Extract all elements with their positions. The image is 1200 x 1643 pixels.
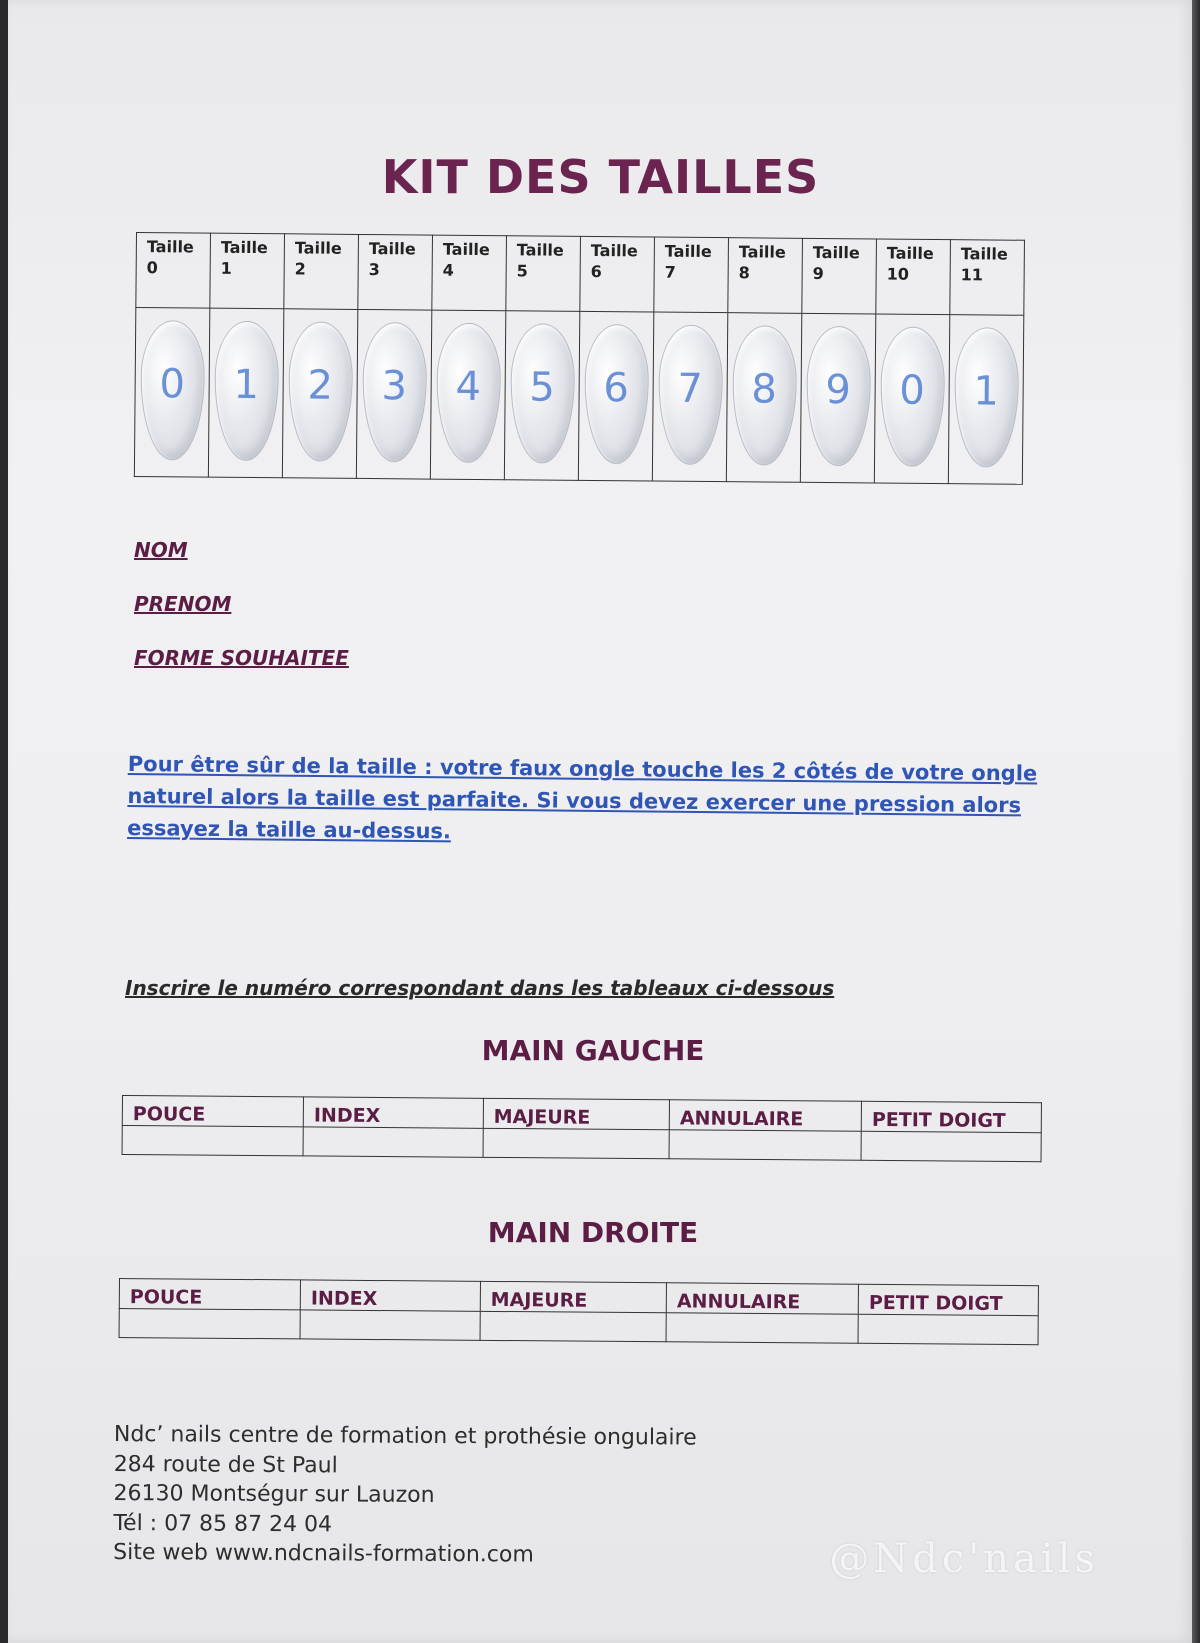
finger-header: ANNULAIRE <box>669 1100 861 1132</box>
size-label: Taille <box>294 238 342 258</box>
nail-tip-image <box>879 327 944 468</box>
size-header-cell <box>506 236 581 312</box>
finger-header: ANNULAIRE <box>666 1283 858 1315</box>
tip-number: 2 <box>307 362 334 409</box>
prenom-label: PRENOM <box>134 592 232 616</box>
tip-cell <box>208 308 283 478</box>
nail-tip-image <box>288 321 353 462</box>
size-number: 9 <box>812 263 824 283</box>
finger-header: MAJEURE <box>480 1281 666 1312</box>
size-label: Taille <box>664 241 712 262</box>
tip-number: 0 <box>899 367 926 414</box>
finger-value-cell[interactable] <box>861 1131 1041 1161</box>
forme-label: FORME SOUHAITEE <box>134 646 349 670</box>
finger-value-cell[interactable] <box>483 1128 669 1158</box>
tip-cell <box>726 313 801 483</box>
finger-header: POUCE <box>122 1096 303 1127</box>
page-title: KIT DES TAILLES <box>381 150 820 204</box>
finger-header: INDEX <box>300 1280 480 1311</box>
size-header-cell <box>136 233 211 309</box>
watermark: @Ndc'nails <box>829 1536 1099 1582</box>
right-hand-table <box>119 1278 1039 1345</box>
finger-header: PETIT DOIGT <box>858 1284 1038 1315</box>
nail-tip-image <box>657 325 722 466</box>
tip-number: 1 <box>973 368 1000 415</box>
nail-tip-image <box>509 323 574 464</box>
tip-number: 9 <box>825 367 852 414</box>
tip-number: 0 <box>159 361 186 408</box>
size-header-cell <box>876 239 951 315</box>
nail-tips-row <box>134 308 1023 485</box>
size-label: Taille <box>738 242 786 262</box>
finger-value-cell[interactable] <box>119 1309 300 1339</box>
finger-value-cell[interactable] <box>303 1127 483 1157</box>
footer-city: 26130 Montségur sur Lauzon <box>113 1480 435 1508</box>
tip-cell <box>800 313 875 483</box>
size-number: 11 <box>960 264 984 285</box>
size-label: Taille <box>368 239 416 259</box>
tip-cell <box>652 312 727 482</box>
finger-header: POUCE <box>119 1279 300 1310</box>
size-header-cell <box>358 234 433 310</box>
tip-cell <box>874 314 949 484</box>
tip-cell <box>504 311 579 481</box>
size-header-cell <box>728 238 803 314</box>
size-label: Taille <box>812 242 860 263</box>
size-number: 3 <box>368 259 380 279</box>
nail-tip-image <box>583 324 648 465</box>
size-label: Taille <box>590 240 638 261</box>
nail-tip-image <box>140 320 205 461</box>
size-number: 6 <box>590 261 602 281</box>
size-number: 7 <box>664 262 676 282</box>
nail-tip-image <box>731 325 796 466</box>
nail-tip-image <box>805 326 870 467</box>
tip-number: 1 <box>233 361 260 409</box>
tip-cell <box>578 311 653 481</box>
size-header-cell <box>802 238 877 314</box>
nail-tip-image <box>362 322 427 463</box>
size-header-cell <box>950 240 1025 316</box>
instruction-text: Inscrire le numéro correspondant dans les tableaux ci-dessous <box>125 976 835 1000</box>
size-number: 5 <box>516 261 528 281</box>
size-label: Taille <box>442 239 490 260</box>
finger-value-cell[interactable] <box>666 1313 858 1344</box>
size-number: 10 <box>886 264 910 284</box>
nom-label: NOM <box>134 538 188 562</box>
finger-header: MAJEURE <box>483 1098 669 1129</box>
finger-header: INDEX <box>303 1097 483 1128</box>
tip-cell <box>134 308 209 478</box>
finger-value-cell[interactable] <box>122 1126 303 1156</box>
nail-tip-image <box>953 327 1018 468</box>
footer-website: Site web www.ndcnails-formation.com <box>113 1539 534 1568</box>
size-label: Taille <box>146 237 194 257</box>
size-advice-note: Pour être sûr de la taille : votre faux ongle touche les 2 côtés de votre ongle naturel alors la taille est parfaite. Si vous devez exercer une pression alors essayez la taille au-dessus. <box>127 751 1038 844</box>
left-hand-table <box>122 1095 1042 1162</box>
tip-cell <box>430 310 505 480</box>
tip-number: 7 <box>677 365 704 412</box>
size-header-row <box>136 233 1025 316</box>
nail-tip-image <box>435 323 500 464</box>
paper-sheet <box>8 0 1193 1643</box>
finger-value-cell[interactable] <box>669 1130 861 1161</box>
right-hand-title: MAIN DROITE <box>487 1216 699 1249</box>
background-edge <box>1192 0 1200 1643</box>
size-number: 2 <box>294 259 306 279</box>
tip-number: 3 <box>381 363 408 410</box>
size-header-cell <box>580 236 655 312</box>
size-number: 4 <box>442 260 454 280</box>
tip-cell <box>356 309 431 479</box>
size-number: 0 <box>146 257 158 277</box>
tip-cell <box>948 315 1023 485</box>
tip-number: 6 <box>603 365 630 412</box>
finger-header: PETIT DOIGT <box>861 1101 1041 1132</box>
size-table <box>134 232 1025 485</box>
finger-value-cell[interactable] <box>480 1311 666 1341</box>
size-header-cell <box>210 233 285 309</box>
nail-tip-image <box>214 321 279 462</box>
size-header-cell <box>654 237 729 313</box>
finger-value-cell[interactable] <box>300 1310 480 1340</box>
tip-number: 5 <box>529 364 556 411</box>
size-number: 8 <box>738 263 750 283</box>
tip-cell <box>282 309 357 479</box>
size-header-cell <box>284 234 359 310</box>
size-label: Taille <box>886 243 934 263</box>
footer-company: Ndc’ nails centre de formation et prothésie ongulaire <box>113 1422 697 1451</box>
footer-phone: Tél : 07 85 87 24 04 <box>113 1510 333 1537</box>
tip-number: 8 <box>751 366 778 413</box>
finger-value-cell[interactable] <box>858 1314 1038 1344</box>
size-label: Taille <box>220 237 268 258</box>
size-number: 1 <box>220 258 232 278</box>
tip-number: 4 <box>455 363 482 411</box>
left-hand-title: MAIN GAUCHE <box>481 1034 705 1067</box>
footer-contact <box>113 1420 697 1571</box>
size-label: Taille <box>516 240 564 260</box>
size-header-cell <box>432 235 507 311</box>
footer-street: 284 route de St Paul <box>113 1451 338 1478</box>
size-label: Taille <box>960 244 1008 264</box>
